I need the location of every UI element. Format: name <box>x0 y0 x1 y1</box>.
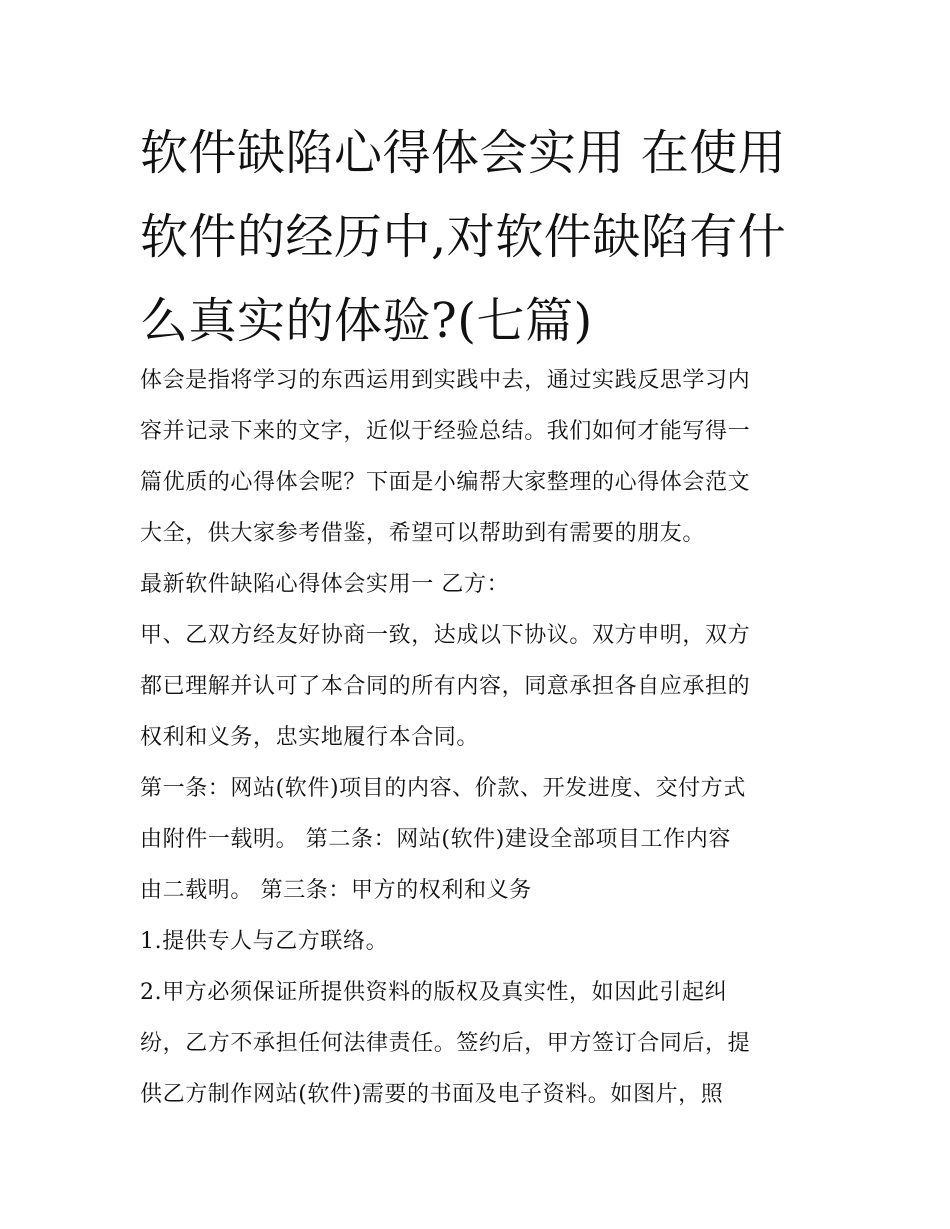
document-body <box>140 355 812 1120</box>
body-line: 都已理解并认可了本合同的所有内容，同意承担各自应承担的 <box>140 674 751 699</box>
body-line: 最新软件缺陷心得体会实用一 乙方： <box>140 572 510 597</box>
body-line: 甲、乙双方经友好协商一致，达成以下协议。双方申明，双方 <box>140 623 751 648</box>
body-line: 第一条：网站(软件)项目的内容、价款、开发进度、交付方式 <box>140 776 746 801</box>
body-line: 大全，供大家参考借鉴，希望可以帮助到有需要的朋友。 <box>140 521 706 546</box>
body-line: 权利和义务，忠实地履行本合同。 <box>140 725 480 750</box>
body-line: 1.提供专人与乙方联络。 <box>140 929 389 954</box>
body-line: 体会是指将学习的东西运用到实践中去，通过实践反思学习内 <box>140 368 751 393</box>
title-line: 么真实的体验?(七篇) <box>140 293 593 349</box>
body-line: 由二载明。 第三条：甲方的权利和义务 <box>140 878 532 903</box>
body-line: 供乙方制作网站(软件)需要的书面及电子资料。如图片，照 <box>140 1082 724 1107</box>
body-line: 由附件一载明。 第二条：网站(软件)建设全部项目工作内容 <box>140 827 731 852</box>
title-line: 软件缺陷心得体会实用 在使用 <box>140 125 787 181</box>
title-line: 软件的经历中,对软件缺陷有什 <box>140 209 787 265</box>
body-line: 容并记录下来的文字，近似于经验总结。我们如何才能写得一 <box>140 419 751 444</box>
body-line: 2.甲方必须保证所提供资料的版权及真实性，如因此引起纠 <box>140 980 728 1005</box>
body-line: 篇优质的心得体会呢？下面是小编帮大家整理的心得体会范文 <box>140 470 751 495</box>
body-line: 纷，乙方不承担任何法律责任。签约后，甲方签订合同后，提 <box>140 1031 751 1056</box>
document-title <box>140 111 812 363</box>
